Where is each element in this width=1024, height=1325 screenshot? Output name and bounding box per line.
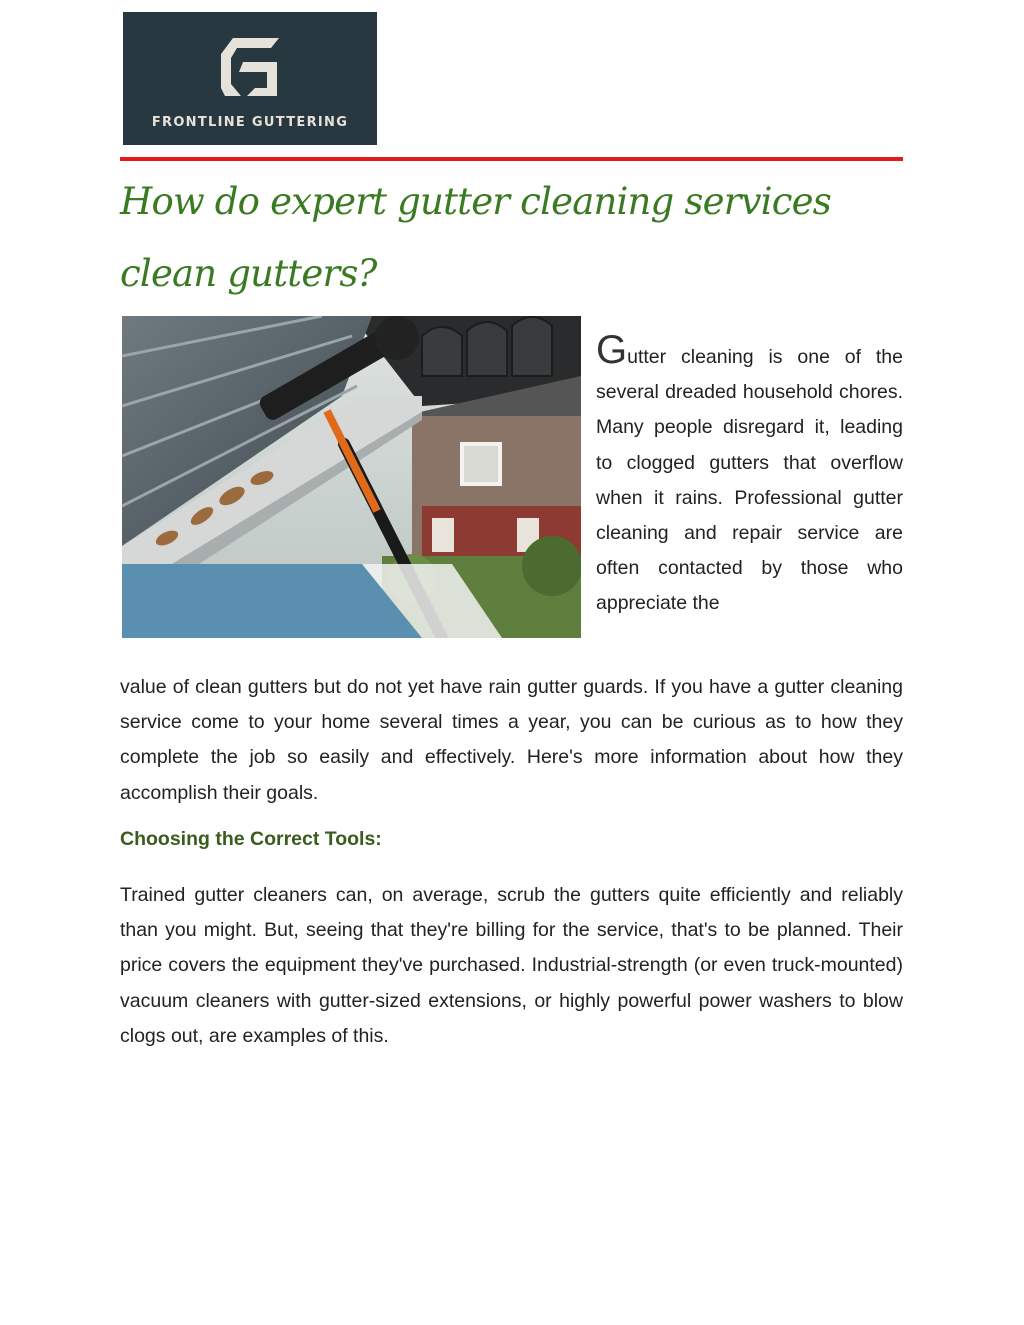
intro-wrapped-text: utter cleaning is one of the several dreaded household chores. Many people disregard it, leading to clogged gutters that overflow when it rains. Professional gutter cleaning and repair service are often contacted by those who appreciate the <box>596 346 903 615</box>
header-divider <box>120 157 903 161</box>
section-body: Trained gutter cleaners can, on average, scrub the gutters quite efficiently and reliably than you might. But, seeing that they're billing for the service, that's to be planned. Their price covers the equipment they've purchased. Industrial-strength (or even truck-mounted) vacuum cleaners with gutter-sized extensions, or highly powerful power washers to blow clogs out, are examples of this. <box>120 884 903 1047</box>
article-title: How do expert gutter cleaning services clean gutters? <box>120 180 831 295</box>
brand-logo <box>123 12 377 145</box>
fg-monogram-icon <box>219 36 281 98</box>
intro-paragraph <box>596 328 903 622</box>
gutter-cleaning-photo <box>122 316 581 638</box>
section-heading: Choosing the Correct Tools: <box>120 828 382 850</box>
intro-continued-paragraph: value of clean gutters but do not yet have rain gutter guards. If you have a gutter cleaning service come to your home several times a year, you can be curious as to how they complete the job so easily and effectively. Here's more information about how they accomplish their goals. <box>120 676 903 804</box>
drop-cap: G <box>596 328 628 372</box>
brand-name: FRONTLINE GUTTERING <box>151 115 349 130</box>
